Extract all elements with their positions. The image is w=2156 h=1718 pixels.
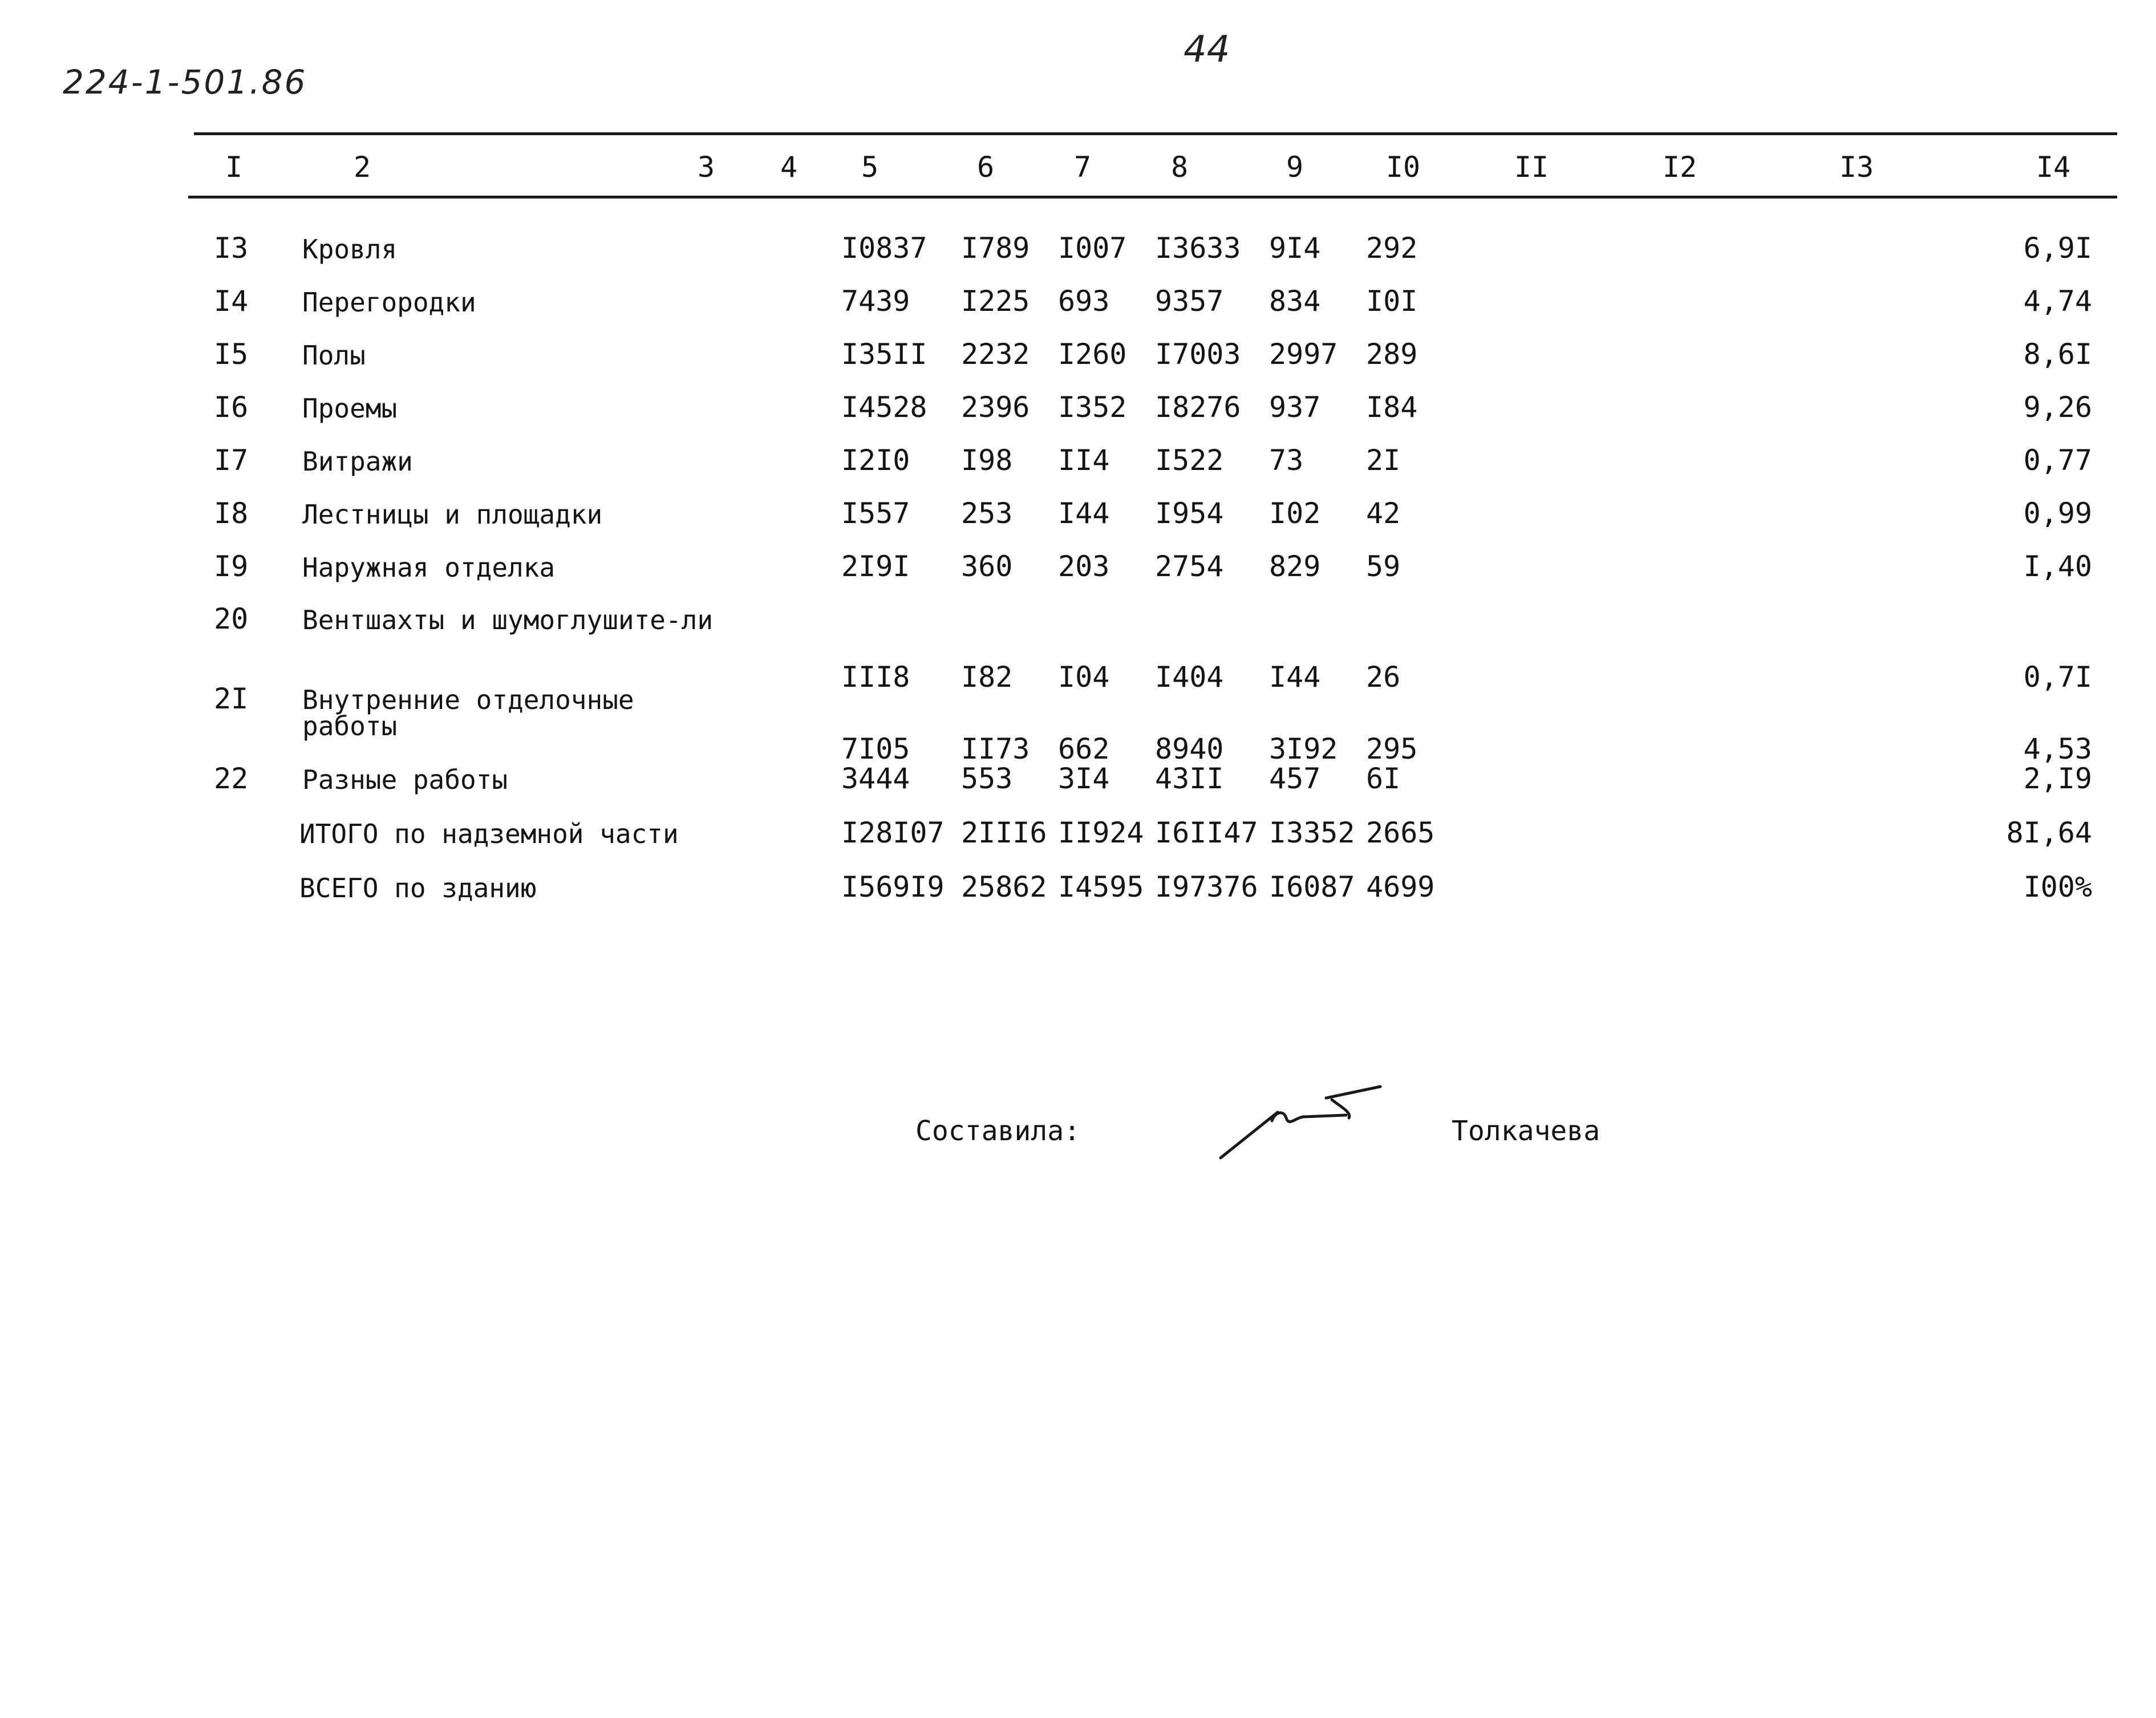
row-number: I6 (214, 391, 249, 424)
row-value: 26 (1366, 661, 1401, 694)
row-value: I7003 (1155, 338, 1241, 371)
row-value: 553 (961, 762, 1013, 795)
column-header: 3 (697, 151, 715, 184)
row-value: I404 (1155, 661, 1224, 694)
row-value: 43II (1155, 762, 1224, 795)
total-name: ИТОГО по надземной части (299, 819, 679, 849)
row-number: I7 (214, 444, 249, 477)
total-value: I97376 (1155, 870, 1258, 903)
row-percent: I,40 (2023, 550, 2092, 583)
row-percent: 0,99 (2023, 497, 2092, 530)
row-value: 9357 (1155, 285, 1224, 318)
column-header: I2 (1662, 151, 1697, 184)
row-percent: 4,53 (2023, 732, 2092, 765)
row-value: 2754 (1155, 550, 1224, 583)
row-value: I8276 (1155, 391, 1241, 424)
column-header: I (225, 151, 243, 184)
total-value: 2665 (1366, 816, 1435, 849)
row-value: 2997 (1269, 338, 1338, 371)
row-number: 22 (214, 762, 249, 795)
row-percent: 9,26 (2023, 391, 2092, 424)
compiler-name: Толкачева (1452, 1115, 1600, 1147)
row-value: I4528 (841, 391, 927, 424)
row-value: I522 (1155, 444, 1224, 477)
row-value: I35II (841, 338, 927, 371)
row-name: Вентшахты и шумоглушите-ли (302, 605, 714, 635)
column-header: 4 (780, 151, 798, 184)
row-value: 3I4 (1058, 762, 1110, 795)
row-value: 2I9I (841, 550, 910, 583)
row-value: I44 (1269, 661, 1321, 694)
row-value: I007 (1058, 232, 1127, 265)
row-name: Проемы (302, 393, 398, 424)
column-header: 5 (861, 151, 879, 184)
row-value: I557 (841, 497, 910, 530)
total-value: 25862 (961, 870, 1047, 903)
row-number: 20 (214, 602, 249, 635)
row-value: I04 (1058, 661, 1110, 694)
row-value: 8940 (1155, 732, 1224, 765)
row-value: III8 (841, 661, 910, 694)
total-value: I28I07 (841, 816, 945, 849)
compiled-by-label: Составила: (915, 1115, 1080, 1147)
total-value: I6087 (1269, 870, 1355, 903)
row-value: 59 (1366, 550, 1401, 583)
row-percent: 6,9I (2023, 232, 2092, 265)
total-value: I6II47 (1155, 816, 1258, 849)
row-value: I789 (961, 232, 1030, 265)
row-name: Полы (302, 340, 366, 371)
row-name: Перегородки (302, 287, 476, 318)
row-value: I82 (961, 661, 1013, 694)
row-percent: 4,74 (2023, 285, 2092, 318)
column-header: 9 (1286, 151, 1304, 184)
total-value: II924 (1058, 816, 1144, 849)
row-value: 6I (1366, 762, 1401, 795)
row-value: 662 (1058, 732, 1110, 765)
row-value: 2396 (961, 391, 1030, 424)
row-value: I44 (1058, 497, 1110, 530)
row-name: Разные работы (302, 764, 508, 795)
row-value: 457 (1269, 762, 1321, 795)
row-percent: 8,6I (2023, 338, 2092, 371)
row-value: I02 (1269, 497, 1321, 530)
document-code: 224-1-501.86 (63, 63, 307, 102)
row-value: 7I05 (841, 732, 910, 765)
row-value: 829 (1269, 550, 1321, 583)
row-number: 2I (214, 682, 249, 715)
total-value: 2III6 (961, 816, 1047, 849)
row-value: 2232 (961, 338, 1030, 371)
row-percent: 0,77 (2023, 444, 2092, 477)
row-value: I0837 (841, 232, 927, 265)
total-value: I569I9 (841, 870, 945, 903)
total-value: I4595 (1058, 870, 1144, 903)
row-value: 203 (1058, 550, 1110, 583)
row-value: 360 (961, 550, 1013, 583)
column-header: 2 (353, 151, 371, 184)
row-value: 9I4 (1269, 232, 1321, 265)
row-number: I4 (214, 285, 249, 318)
table-header-rule (188, 196, 2117, 198)
row-name: Лестницы и площадки (302, 499, 603, 530)
row-name: Витражи (302, 446, 413, 477)
column-header: 7 (1073, 151, 1092, 184)
total-percent: I00% (2023, 870, 2092, 903)
column-header: I0 (1385, 151, 1421, 184)
row-value: I954 (1155, 497, 1224, 530)
total-value: 4699 (1366, 870, 1435, 903)
row-name: Кровля (302, 234, 398, 265)
column-header: II (1514, 151, 1549, 184)
row-name: Наружная отделка (302, 552, 556, 583)
total-name: ВСЕГО по зданию (299, 873, 537, 903)
row-value: 834 (1269, 285, 1321, 318)
row-value: I352 (1058, 391, 1127, 424)
row-value: I0I (1366, 285, 1418, 318)
column-header: I3 (1839, 151, 1874, 184)
row-value: I225 (961, 285, 1030, 318)
total-percent: 8I,64 (2006, 816, 2092, 849)
row-value: 3444 (841, 762, 910, 795)
row-percent: 2,I9 (2023, 762, 2092, 795)
row-value: 289 (1366, 338, 1418, 371)
signature (1209, 1078, 1392, 1164)
row-value: I98 (961, 444, 1013, 477)
column-header: 8 (1170, 151, 1189, 184)
row-value: I2I0 (841, 444, 910, 477)
column-header: I4 (2036, 151, 2071, 184)
row-name: Внутренние отделочные работы (302, 684, 634, 742)
row-value: I260 (1058, 338, 1127, 371)
row-number: I9 (214, 550, 249, 583)
table-top-rule (194, 132, 2117, 135)
row-number: I8 (214, 497, 249, 530)
row-value: I84 (1366, 391, 1418, 424)
row-value: 2I (1366, 444, 1401, 477)
row-value: II4 (1058, 444, 1110, 477)
row-value: 937 (1269, 391, 1321, 424)
row-value: 693 (1058, 285, 1110, 318)
row-value: 253 (961, 497, 1013, 530)
row-value: II73 (961, 732, 1030, 765)
column-header: 6 (976, 151, 995, 184)
row-number: I3 (214, 232, 249, 265)
row-percent: 0,7I (2023, 661, 2092, 694)
total-value: I3352 (1269, 816, 1355, 849)
row-value: 292 (1366, 232, 1418, 265)
row-value: I3633 (1155, 232, 1241, 265)
row-number: I5 (214, 338, 249, 371)
row-value: 3I92 (1269, 732, 1338, 765)
page-number: 44 (1184, 29, 1230, 71)
row-value: 7439 (841, 285, 910, 318)
row-value: 73 (1269, 444, 1304, 477)
row-value: 295 (1366, 732, 1418, 765)
row-value: 42 (1366, 497, 1401, 530)
